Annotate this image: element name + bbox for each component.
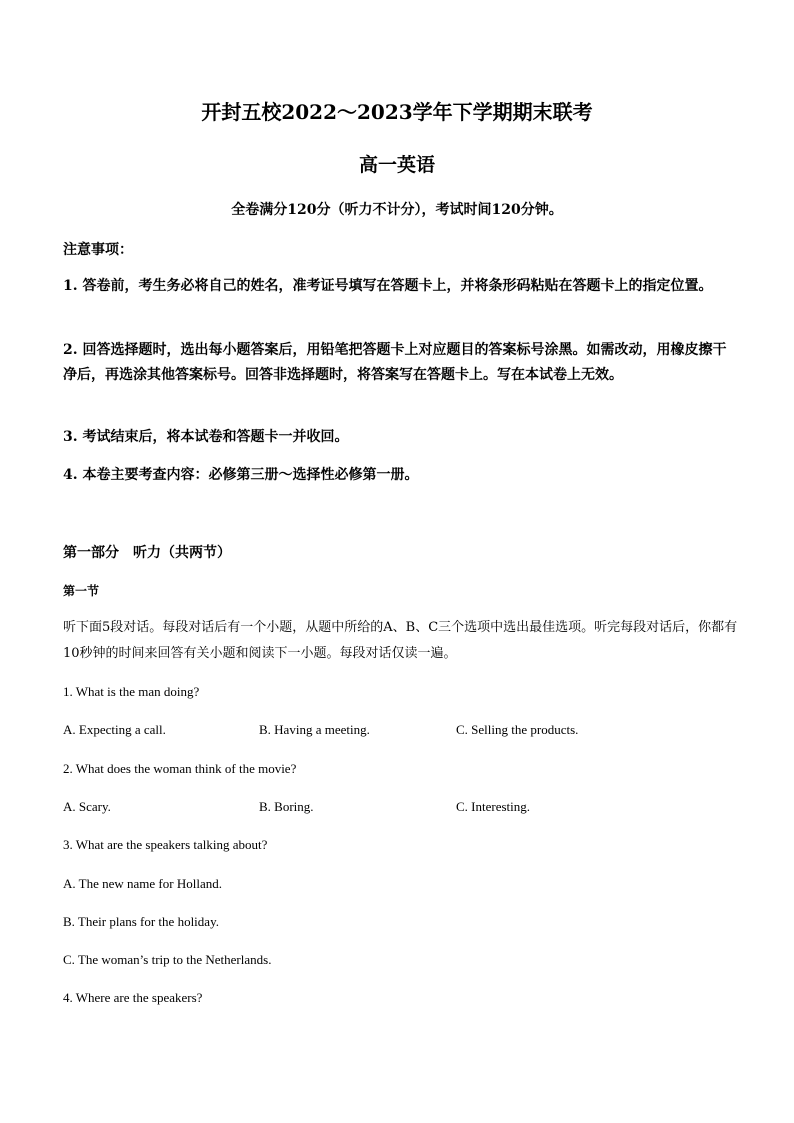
exam-title: 开封五校2022～2023学年下学期期末联考	[201, 100, 593, 124]
part-heading: 第一部分 听力（共两节）	[63, 545, 231, 561]
section-instructions: 听下面5段对话。每段对话后有一个小题，从题中所给的A、B、C三个选项中选出最佳选项。听完每段对话后，你都有10秒钟的时间来回答有关小题和阅读下一小题。每段对话仅读一遍。	[63, 620, 738, 661]
question-2-option-c: C. Interesting.	[456, 799, 531, 814]
question-2-option-a: A. Scary.	[63, 799, 111, 814]
subject-title: 高一英语	[358, 154, 435, 176]
notes-heading: 注意事项：	[63, 242, 133, 258]
question-3-stem: 3. What are the speakers talking about?	[63, 837, 268, 852]
question-1-option-b: B. Having a meeting.	[259, 722, 370, 737]
note-item-4: 4. 本卷主要考查内容：必修第三册～选择性必修第一册。	[63, 467, 419, 483]
question-1-stem: 1. What is the man doing?	[63, 684, 200, 699]
question-1-option-a: A. Expecting a call.	[63, 722, 166, 737]
section-heading: 第一节	[63, 584, 100, 598]
question-3-option-a: A. The new name for Holland.	[63, 876, 222, 891]
note-item-3: 3. 考试结束后，将本试卷和答题卡一并收回。	[63, 429, 349, 445]
question-3-option-b: B. Their plans for the holiday.	[63, 914, 219, 929]
question-4-stem: 4. Where are the speakers?	[63, 990, 203, 1005]
note-item-1: 1. 答卷前，考生务必将自己的姓名，准考证号填写在答题卡上，并将条形码粘贴在答题卡上的指定位置。	[63, 278, 713, 294]
question-2-option-b: B. Boring.	[259, 799, 314, 814]
exam-info: 全卷满分120分（听力不计分），考试时间120分钟。	[231, 202, 563, 218]
note-item-2: 2. 回答选择题时，选出每小题答案后，用铅笔把答题卡上对应题目的答案标号涂黑。如需改动，用橡皮擦干净后，再选涂其他答案标号。回答非选择题时，将答案写在答题卡上。写在本试卷上无效。	[63, 342, 727, 383]
question-1-option-c: C. Selling the products.	[456, 722, 579, 737]
question-3-option-c: C. The woman’s trip to the Netherlands.	[63, 952, 272, 967]
question-2-stem: 2. What does the woman think of the movie?	[63, 761, 297, 776]
